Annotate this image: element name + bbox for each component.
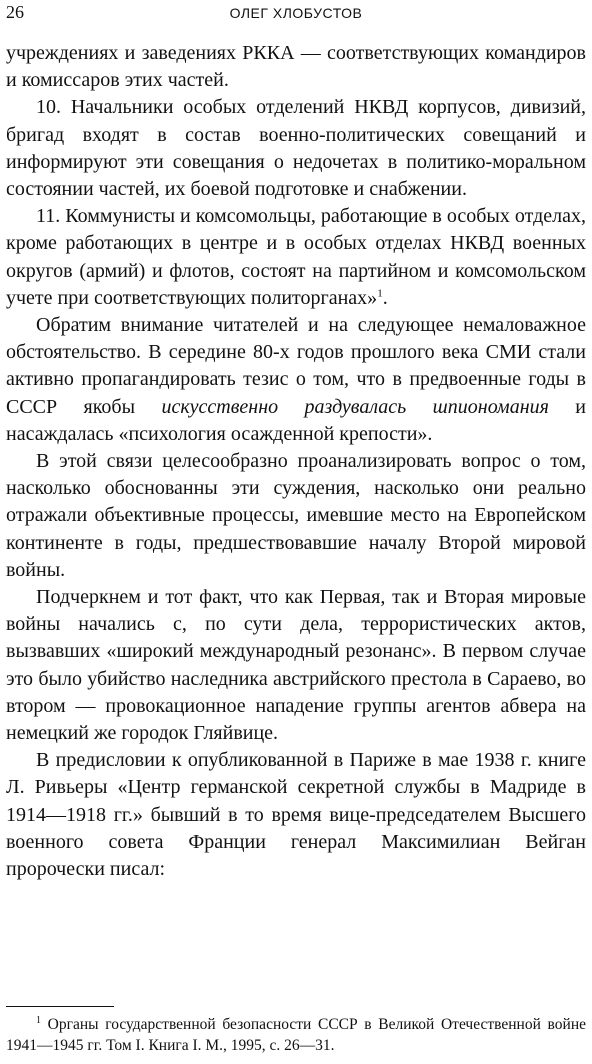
paragraph-6: Подчеркнем и тот факт, что как Первая, так и Вторая мировые войны начались с, по сути дела, террористических актов, вызвавших «широкий международный резонанс». В первом случае это было убийство наследника австрийского престола в Сараево, во втором — провокационное нападение группы агентов абвера на немецкий же городок Гляйвице.: [6, 586, 586, 745]
paragraph-3: [6, 203, 586, 312]
paragraph-5: В этой связи целесообразно проанализировать вопрос о том, насколько обоснованны эти суждения, насколько они реально отражали объективные процессы, имевшие место на Европейском континенте в годы, предшествовавшие началу Второй мировой войны.: [6, 450, 586, 581]
running-head: ОЛЕГ ХЛОБУСТОВ: [229, 5, 363, 21]
footnote: [6, 1014, 586, 1056]
paragraph-1: учреждениях и заведениях РККА — соответствующих командиров и комиссаров этих частей.: [6, 42, 586, 92]
footnote-marker: 1: [36, 1014, 41, 1026]
footnote-divider: [6, 1006, 114, 1007]
paragraph-4-text: Обратим внимание читателей и на следующее немаловажное обстоятельство. В середине 80-х годов прошлого века СМИ стали активно пропагандировать тезис о том, что в предвоенные годы в СССР якобы: [6, 314, 586, 418]
paragraph-7: В предисловии к опубликованной в Париже в мае 1938 г. книге Л. Ривьеры «Центр германской секретной службы в Мадриде в 1914—1918 гг.» бывший в то время вице-председателем Высшего военного совета Франции генерал Максимилиан Вейган пророчески писал:: [6, 749, 586, 881]
paragraph-4-italic: искусственно раздувалась шпиономания: [161, 395, 549, 418]
page-number: 26: [6, 2, 24, 22]
body-text: [6, 40, 586, 883]
paragraph-4-end: и насаждалась «психология осажденной крепости».: [6, 395, 587, 445]
footnote-text: Органы государственной безопасности СССР в Великой Отечественной войне 1941—1945 гг. Том I. Книга I. М., 1995, с. 26—31.: [6, 1016, 586, 1054]
paragraph-2: 10. Начальники особых отделений НКВД корпусов, дивизий, бригад входят в состав военно-политических совещаний и информируют эти совещания о недочетах в политико-моральном состоянии частей, их боевой подготовке и снабжении.: [6, 96, 586, 201]
footnote-reference: 1: [377, 287, 383, 300]
paragraph-3-end: .: [382, 286, 388, 309]
paragraph-4: [6, 312, 586, 448]
page-header: [6, 2, 586, 26]
paragraph-3-text: 11. Коммунисты и комсомольцы, работающие в особых отделах, кроме работающих в центре и в особых отделах НКВД военных округов (армий) и флотов, состоят на партийном и комсомольском учете при соответствующих политорганах»: [6, 205, 586, 309]
